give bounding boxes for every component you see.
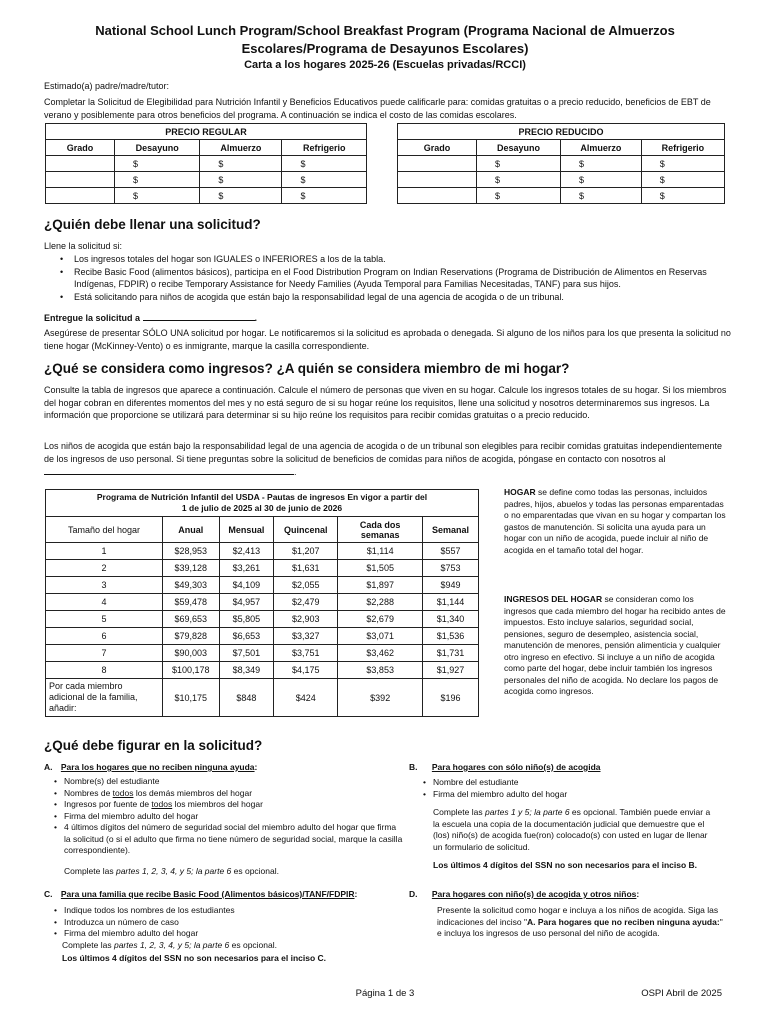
cell-household-size: 2 — [46, 560, 163, 577]
submit-to-line — [44, 311, 257, 325]
additional-biweekly: $392 — [338, 679, 423, 717]
additional-weekly: $196 — [423, 679, 479, 717]
text: " e incluya los ingresos de uso personal del niño de acogida. — [437, 916, 723, 938]
text: partes 1, 2, 3, 4, y 5; la parte 6 — [113, 940, 230, 950]
col-header-refrigerio: Refrigerio — [641, 140, 724, 156]
table-row — [46, 662, 479, 679]
cell-annual: $59,478 — [163, 594, 220, 611]
cell-biweekly: $3,853 — [338, 662, 423, 679]
document-title: National School Lunch Program/School Breakfast Program (Programa Nacional de Almuerzos Escolares/Programa de Desayunos Escolares) — [95, 23, 675, 56]
cell-biweekly: $3,462 — [338, 645, 423, 662]
section-a-colon: : — [254, 762, 258, 772]
text: A. Para hogares que no reciben ninguna ayuda: — [526, 916, 720, 927]
col-header-refrigerio: Refrigerio — [282, 140, 367, 156]
income-paragraph-2 — [44, 440, 734, 479]
cell-monthly: $2,413 — [219, 543, 274, 560]
table-row — [398, 156, 725, 172]
document-subtitle: Carta a los hogares 2025-26 (Escuelas privadas/RCCI) — [244, 59, 526, 71]
section-b-note: Los últimos 4 dígitos del SSN no son necesarios para el inciso B. — [433, 860, 698, 870]
cell-annual: $100,178 — [163, 662, 220, 679]
cell-weekly: $949 — [423, 577, 479, 594]
list-item — [64, 788, 404, 800]
cell-monthly: $7,501 — [219, 645, 274, 662]
cell-monthly: $4,109 — [219, 577, 274, 594]
cell — [398, 172, 477, 188]
cell-weekly: $1,340 — [423, 611, 479, 628]
cell-biweekly: $2,679 — [338, 611, 423, 628]
cell-twice-monthly: $2,055 — [274, 577, 338, 594]
submit-end: . — [254, 313, 258, 323]
hogar-definition — [504, 487, 726, 556]
cell-annual: $79,828 — [163, 628, 220, 645]
hogar-text: se define como todas las personas, incluidos padres, hijos, abuelos y todas las personas emparentadas o no emparentadas que vivan en su hogar y compartan los gastos de manutención. Si solicita una ayuda para un hogar con un niño de acogida, puede incluir al niño de acogida en el tamaño total del hogar. — [504, 487, 726, 555]
list-item: • Recibe Basic Food (alimentos básicos), participa en el Food Distribution Program on Indian Reservations (Programa de Distribución de Alimentos en Reservas Indígenas, FDPIR) o recibe Temporary Assistance for Needy Families (Ayuda Temporal para Familias Necesitadas, TANF) para sus hijos. — [74, 266, 734, 291]
list-item: • 4 últimos dígitos del número de seguridad social del miembro adulto del hogar que firma la solicitud (o si el adulto que firma no tiene número de seguridad social, marque la casilla correspondiente). — [64, 822, 404, 857]
text: es opcional. — [229, 940, 277, 950]
intro-paragraph: Completar la Solicitud de Elegibilidad para Nutrición Infantil y Beneficios Educativos puede calificarle para: comidas gratuitas o a precio reducido, beneficios de EBT de verano y posiblemente para otros beneficios del programa. A continuación se indica el costo de las comidas escolares. — [44, 97, 711, 120]
cell-biweekly: $1,505 — [338, 560, 423, 577]
col-header-desayuno: Desayuno — [115, 140, 200, 156]
text: Complete las — [64, 866, 116, 876]
text: todos — [112, 787, 134, 798]
reduced-price-table — [397, 123, 725, 204]
income-table-caption: Programa de Nutrición Infantil del USDA - Pautas de ingresos En vigor a partir del 1 de julio de 2025 al 30 de junio de 2026 — [46, 490, 479, 517]
cell-biweekly: $3,071 — [338, 628, 423, 645]
additional-annual: $10,175 — [163, 679, 220, 717]
cell: $ — [477, 156, 561, 172]
cell: $ — [641, 156, 724, 172]
list-item: • Firma del miembro adulto del hogar — [64, 811, 404, 823]
section-c-title-text: Para una familia que recibe Basic Food (Alimentos básicos)/TANF/FDPIR — [60, 889, 355, 899]
section-a-complete — [64, 866, 394, 878]
cell: $ — [115, 188, 200, 204]
table-row — [46, 645, 479, 662]
text: es opcional. — [231, 866, 279, 876]
text: Nombres de — [64, 787, 113, 798]
section-d-letter: D. — [409, 889, 418, 899]
income-paragraph-1: Consulte la tabla de ingresos que aparece a continuación. Calcule el número de personas que viven en su hogar. Calcule los ingresos totales de su hogar. Si los miembros del hogar cobran en diferentes momentos del mes y no está seguro de si su hogar reúne los requisitos, llene una solicitud y nosotros determinaremos sus ingresos. La información que proporcione se utilizará para determinar si su hijo reúne los requisitos para recibir comidas gratuitas o a precio reducido. — [44, 385, 727, 420]
table-row — [46, 577, 479, 594]
col-header-almuerzo: Almuerzo — [561, 140, 642, 156]
table-row — [46, 188, 367, 204]
text: partes 1, 2, 3, 4, y 5; la parte 6 — [115, 866, 232, 876]
ingresos-text: se consideran como los ingresos que cada miembro del hogar ha recibido antes de impuestos. Esto incluye salarios, seguridad social, pensiones, seguro de desempleo, asistencia social, manutención de menores, pensión alimenticia y cualquier otro ingreso en efectivo. Si incluye a un niño de acogida como parte del hogar, debe incluir también los ingresos personales del niño de acogida. No declare los pagos de acogida como ingresos. — [504, 594, 726, 696]
contact-blank — [44, 465, 294, 475]
who-bullet-list — [44, 253, 734, 303]
cell: $ — [282, 156, 367, 172]
col-header-grado: Grado — [46, 140, 115, 156]
section-b-complete — [433, 807, 719, 853]
cell-household-size: 6 — [46, 628, 163, 645]
cell: $ — [561, 188, 642, 204]
additional-twice-monthly: $424 — [274, 679, 338, 717]
section-b-list — [413, 777, 733, 800]
cell-twice-monthly: $1,207 — [274, 543, 338, 560]
cell-twice-monthly: $1,631 — [274, 560, 338, 577]
cell — [46, 156, 115, 172]
ingresos-definition — [504, 594, 726, 698]
text: Presente la solicitud como hogar e incluya a los niños de acogida. Siga las indicaciones del inciso " — [437, 905, 719, 927]
text: todos — [151, 799, 173, 809]
table-row — [46, 611, 479, 628]
table-row — [46, 560, 479, 577]
page-number: Página 1 de 3 — [355, 988, 415, 999]
reduced-price-title: PRECIO REDUCIDO — [398, 124, 725, 140]
cell-household-size: 7 — [46, 645, 163, 662]
who-lead: Llene la solicitud si: — [44, 241, 123, 251]
cell-monthly: $3,261 — [219, 560, 274, 577]
section-c-list — [44, 905, 404, 940]
section-a-title-text: Para los hogares que no reciben ninguna ayuda — [60, 762, 255, 772]
cell-household-size: 5 — [46, 611, 163, 628]
list-item: • Firma del miembro adulto del hogar — [64, 928, 404, 940]
cell: $ — [477, 188, 561, 204]
table-row — [398, 172, 725, 188]
cell-twice-monthly: $2,903 — [274, 611, 338, 628]
table-row — [46, 156, 367, 172]
cell-household-size: 8 — [46, 662, 163, 679]
cell — [398, 156, 477, 172]
col-header-biweekly: Cada dos semanas — [338, 517, 423, 543]
ingresos-term: INGRESOS DEL HOGAR — [504, 594, 603, 604]
cell-weekly: $1,144 — [423, 594, 479, 611]
list-item: • Nombre(s) del estudiante — [64, 776, 404, 788]
section-c-letter: C. — [44, 889, 53, 899]
col-header-twice-monthly: Quincenal — [274, 517, 338, 543]
cell — [398, 188, 477, 204]
list-item: • Indique todos los nombres de los estudiantes — [64, 905, 404, 917]
table-row — [46, 594, 479, 611]
one-application-note: Asegúrese de presentar SÓLO UNA solicitud por hogar. Le notificaremos si la solicitud es aprobada o denegada. Si alguno de los niños para los que presenta la solicitud no tiene hogar (McKinney-Vento) o es inmigrante, marque la casilla correspondiente. — [44, 328, 731, 351]
list-item — [64, 799, 404, 811]
cell: $ — [115, 156, 200, 172]
cell-weekly: $1,731 — [423, 645, 479, 662]
section-b-title — [409, 762, 601, 772]
cell-twice-monthly: $3,327 — [274, 628, 338, 645]
cell-biweekly: $1,114 — [338, 543, 423, 560]
section-b-title-text: Para hogares con sólo niño(s) de acogida — [431, 762, 601, 772]
income-guidelines-table — [45, 489, 479, 717]
greeting: Estimado(a) padre/madre/tutor: — [44, 81, 170, 91]
cell: $ — [561, 156, 642, 172]
list-item: • Nombre del estudiante — [433, 777, 733, 789]
table-row — [398, 188, 725, 204]
submit-to-blank — [143, 311, 255, 321]
cell-weekly: $753 — [423, 560, 479, 577]
cell-annual: $90,003 — [163, 645, 220, 662]
cell-annual: $49,303 — [163, 577, 220, 594]
cell-monthly: $8,349 — [219, 662, 274, 679]
col-header-desayuno: Desayuno — [477, 140, 561, 156]
table-row — [46, 543, 479, 560]
text: los miembros del hogar — [172, 799, 263, 809]
cell-twice-monthly: $4,175 — [274, 662, 338, 679]
cell: $ — [641, 188, 724, 204]
col-header-annual: Anual — [163, 517, 220, 543]
section-c-complete — [62, 940, 392, 952]
text: es opcional. También puede enviar a la escuela una copia de la documentación judicial que demuestre que el (los) niño(s) de acogida fue(ron) colocado(s) con usted en lugar de llenar un formulario de solicitud. — [433, 807, 711, 852]
cell-twice-monthly: $3,751 — [274, 645, 338, 662]
cell-biweekly: $2,288 — [338, 594, 423, 611]
cell: $ — [282, 172, 367, 188]
cell: $ — [200, 156, 282, 172]
regular-price-table — [45, 123, 367, 204]
income-paragraph-2-text: Los niños de acogida que están bajo la responsabilidad legal de una agencia de acogida o de un tribunal son elegibles para recibir comidas gratuitas independientemente de los ingresos de uso personal. Si tiene preguntas sobre la solicitud de beneficios de comidas para niños de acogida, póngase en contacto con nosotros al — [44, 441, 722, 464]
cell — [46, 188, 115, 204]
section-d-text — [437, 905, 727, 940]
table-row — [46, 172, 367, 188]
cell-annual: $28,953 — [163, 543, 220, 560]
section-d-title — [409, 889, 639, 899]
cell-weekly: $1,536 — [423, 628, 479, 645]
section-c-title — [44, 889, 357, 899]
text: partes 1 y 5; la parte 6 — [484, 807, 570, 817]
hogar-term: HOGAR — [504, 487, 536, 497]
cell-annual: $39,128 — [163, 560, 220, 577]
col-header-almuerzo: Almuerzo — [200, 140, 282, 156]
cell-weekly: $557 — [423, 543, 479, 560]
cell-household-size: 3 — [46, 577, 163, 594]
cell-monthly: $4,957 — [219, 594, 274, 611]
text: Complete las — [62, 940, 114, 950]
cell: $ — [282, 188, 367, 204]
text: los demás miembros del hogar — [133, 787, 253, 798]
col-header-weekly: Semanal — [423, 517, 479, 543]
list-item: • Introduzca un número de caso — [64, 917, 404, 929]
submit-label: Entregue la solicitud a — [44, 313, 141, 323]
table-row — [46, 628, 479, 645]
cell: $ — [200, 172, 282, 188]
list-item: • Está solicitando para niños de acogida que están bajo la responsabilidad legal de una agencia de acogida o de un tribunal. — [74, 291, 734, 304]
section-a-title — [44, 762, 257, 772]
regular-price-title: PRECIO REGULAR — [46, 124, 367, 140]
section-c-note: Los últimos 4 dígitos del SSN no son necesarios para el inciso C. — [62, 953, 327, 963]
cell: $ — [477, 172, 561, 188]
additional-member-label: Por cada miembro adicional de la familia, añadir: — [46, 679, 163, 717]
cell-biweekly: $1,897 — [338, 577, 423, 594]
cell-household-size: 1 — [46, 543, 163, 560]
section-a-list — [44, 776, 404, 857]
cell: $ — [641, 172, 724, 188]
cell — [46, 172, 115, 188]
section-d-title-text: Para hogares con niño(s) de acogida y otros niños — [431, 889, 637, 899]
section-a-letter: A. — [44, 762, 53, 772]
cell: $ — [200, 188, 282, 204]
cell-twice-monthly: $2,479 — [274, 594, 338, 611]
cell: $ — [115, 172, 200, 188]
who-heading: ¿Quién debe llenar una solicitud? — [44, 217, 261, 232]
list-item: • Los ingresos totales del hogar son IGUALES o INFERIORES a los de la tabla. — [74, 253, 734, 266]
cell-household-size: 4 — [46, 594, 163, 611]
cell-annual: $69,653 — [163, 611, 220, 628]
col-header-monthly: Mensual — [219, 517, 274, 543]
what-heading: ¿Qué debe figurar en la solicitud? — [44, 738, 263, 753]
cell: $ — [561, 172, 642, 188]
section-d-colon: : — [636, 889, 640, 899]
income-paragraph-2-end: . — [294, 467, 297, 477]
text: Complete las — [433, 807, 485, 817]
additional-monthly: $848 — [219, 679, 274, 717]
col-header-household-size: Tamaño del hogar — [46, 517, 163, 543]
list-item: • Firma del miembro adulto del hogar — [433, 789, 733, 801]
text: Ingresos por fuente de — [64, 799, 152, 809]
cell-monthly: $6,653 — [219, 628, 274, 645]
col-header-grado: Grado — [398, 140, 477, 156]
cell-monthly: $5,805 — [219, 611, 274, 628]
footer-org: OSPI Abril de 2025 — [641, 988, 722, 999]
section-c-colon: : — [354, 889, 358, 899]
cell-weekly: $1,927 — [423, 662, 479, 679]
income-heading: ¿Qué se considera como ingresos? ¿A quién se considera miembro de mi hogar? — [44, 361, 570, 376]
section-b-letter: B. — [409, 762, 418, 772]
